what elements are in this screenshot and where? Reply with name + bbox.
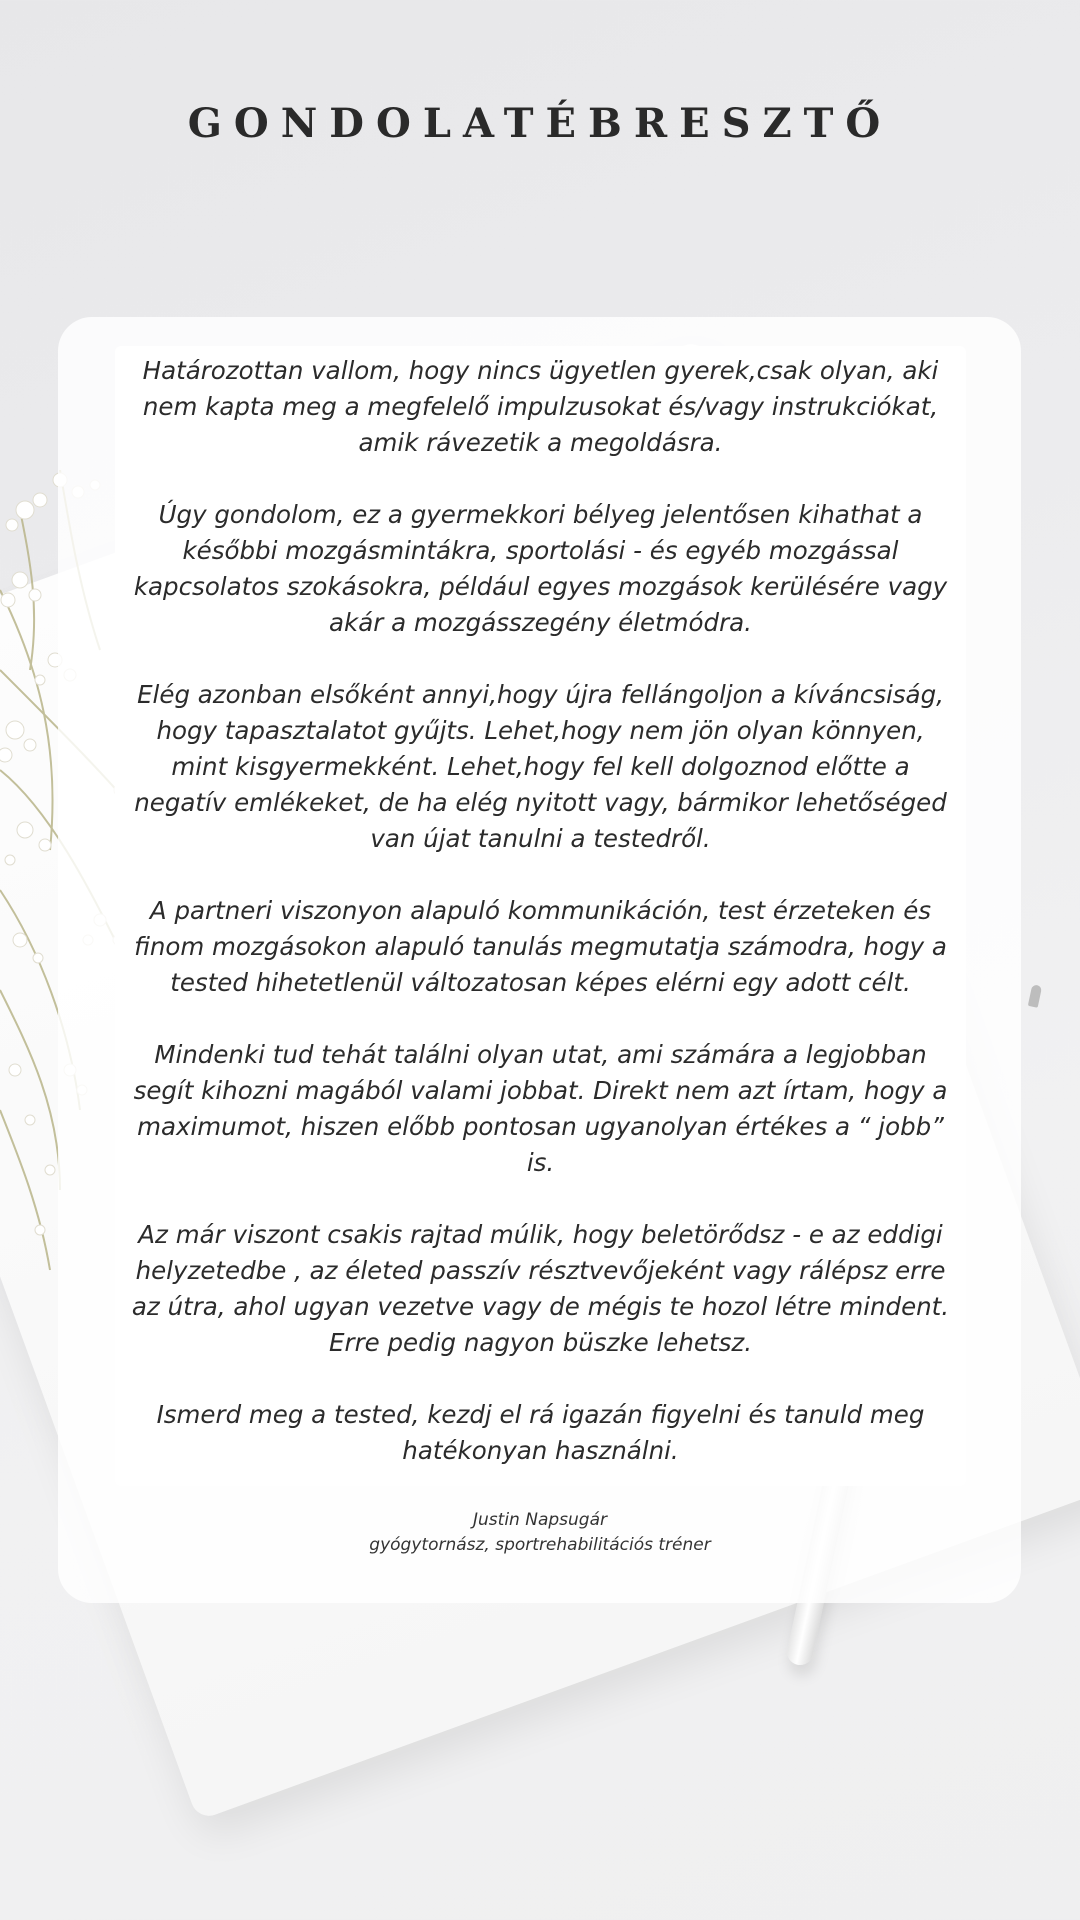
paragraph-1: Határozottan vallom, hogy nincs ügyetlen gyerek,csak olyan, aki nem kapta meg a megfelelő impulzusokat és/vagy instrukciókat, amik rávezetik a megoldásra. bbox=[142, 356, 939, 457]
signature-role: gyógytornász, sportrehabilitációs tréner bbox=[369, 1535, 711, 1555]
paragraph-5: Mindenki tud tehát találni olyan utat, ami számára a legjobban segít kihozni magából valami jobbat. Direkt nem azt írtam, hogy a maximumot, hiszen előbb pontosan ugyanolyan értékes a “ jobb” is. bbox=[133, 1040, 948, 1177]
page-title: GONDOLATÉBRESZTŐ bbox=[187, 100, 893, 147]
paragraph-2: Úgy gondolom, ez a gyermekkori bélyeg jelentősen kihathat a későbbi mozgásmintákra, sportolási - és egyéb mozgással kapcsolatos szokásokra, például egyes mozgások kerülésére vagy akár a mozgásszegény életmódra. bbox=[133, 500, 948, 637]
paragraph-4: A partneri viszonyon alapuló kommunikáción, test érzeteken és finom mozgásokon alapuló tanulás megmutatja számodra, hogy a tested hihetetlenül változatosan képes elérni egy adott célt. bbox=[134, 896, 947, 997]
paragraph-6: Az már viszont csakis rajtad múlik, hogy beletörődsz - e az eddigi helyzetedbe , az életed passzív résztvevőjeként vagy rálépsz erre az útra, ahol ugyan vezetve vagy de mégis te hozol létre mindent. Erre pedig nagyon büszke lehetsz. bbox=[131, 1220, 950, 1357]
article-body bbox=[115, 353, 966, 1469]
paragraph-3: Elég azonban elsőként annyi,hogy újra fellángoljon a kíváncsiság, hogy tapasztalatot gyűjts. Lehet,hogy nem jön olyan könnyen, mint kisgyermekként. Lehet,hogy fel kell dolgoznod előtte a negatív emlékeket, de ha elég nyitott vagy, bármikor lehetőséged van újat tanulni a testedről. bbox=[134, 680, 947, 853]
signature-name: Justin Napsugár bbox=[473, 1510, 607, 1530]
signature bbox=[0, 1508, 1080, 1558]
pen-tip-icon bbox=[1028, 984, 1042, 1008]
paragraph-7: Ismerd meg a tested, kezdj el rá igazán figyelni és tanuld meg hatékonyan használni. bbox=[156, 1400, 925, 1465]
